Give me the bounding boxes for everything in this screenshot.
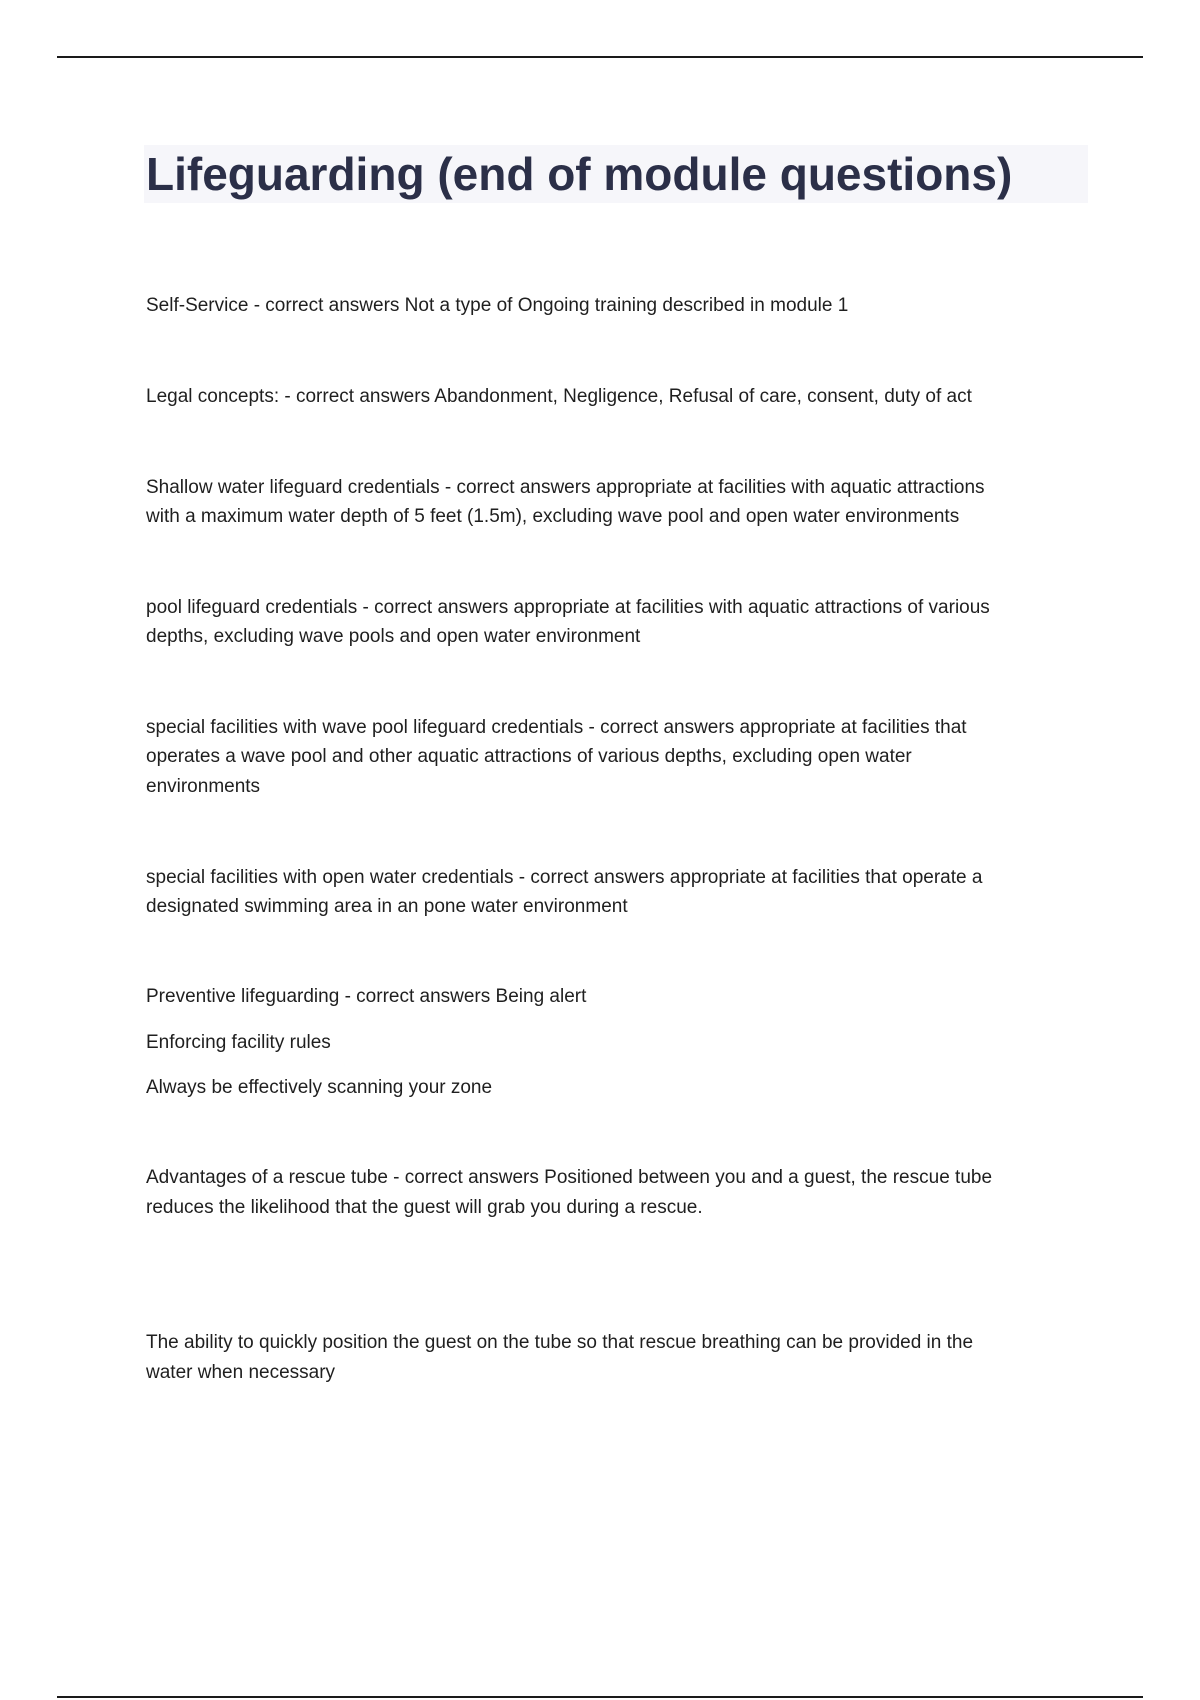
qa-entry-line: Legal concepts: - correct answers Abandonment, Negligence, Refusal of care, consent, duty of act: [146, 386, 972, 407]
page-title: Lifeguarding (end of module questions): [146, 148, 1013, 200]
qa-entry-line: with a maximum water depth of 5 feet (1.5m), excluding wave pool and open water environments: [146, 506, 960, 527]
qa-entry-line: reduces the likelihood that the guest will grab you during a rescue.: [146, 1197, 703, 1218]
qa-entry-line: depths, excluding wave pools and open water environment: [146, 626, 641, 647]
qa-entry-line: Self-Service - correct answers Not a type of Ongoing training described in module 1: [146, 295, 849, 316]
qa-entry-line: Preventive lifeguarding - correct answers Being alert: [146, 986, 587, 1007]
qa-entry-line: designated swimming area in an pone water environment: [146, 896, 628, 917]
qa-entry-line: pool lifeguard credentials - correct answers appropriate at facilities with aquatic attractions of various: [146, 597, 990, 618]
bottom-rule: [57, 1696, 1143, 1698]
qa-entry-line: special facilities with wave pool lifeguard credentials - correct answers appropriate at facilities that: [146, 717, 967, 738]
qa-entry-line: Advantages of a rescue tube - correct answers Positioned between you and a guest, the rescue tube: [146, 1167, 993, 1188]
qa-entry-line: Shallow water lifeguard credentials - correct answers appropriate at facilities with aquatic attractions: [146, 477, 985, 498]
qa-entry-line: environments: [146, 776, 261, 797]
qa-entry-line: Always be effectively scanning your zone: [146, 1077, 493, 1098]
qa-entry-line: special facilities with open water credentials - correct answers appropriate at facilities that operate a: [146, 867, 983, 888]
top-rule: [57, 56, 1143, 58]
qa-entry-line: operates a wave pool and other aquatic attractions of various depths, excluding open water: [146, 746, 912, 767]
qa-entry-line: water when necessary: [146, 1362, 336, 1383]
qa-entry-line: The ability to quickly position the guest on the tube so that rescue breathing can be provided in the: [146, 1332, 974, 1353]
qa-entry-line: Enforcing facility rules: [146, 1032, 331, 1053]
